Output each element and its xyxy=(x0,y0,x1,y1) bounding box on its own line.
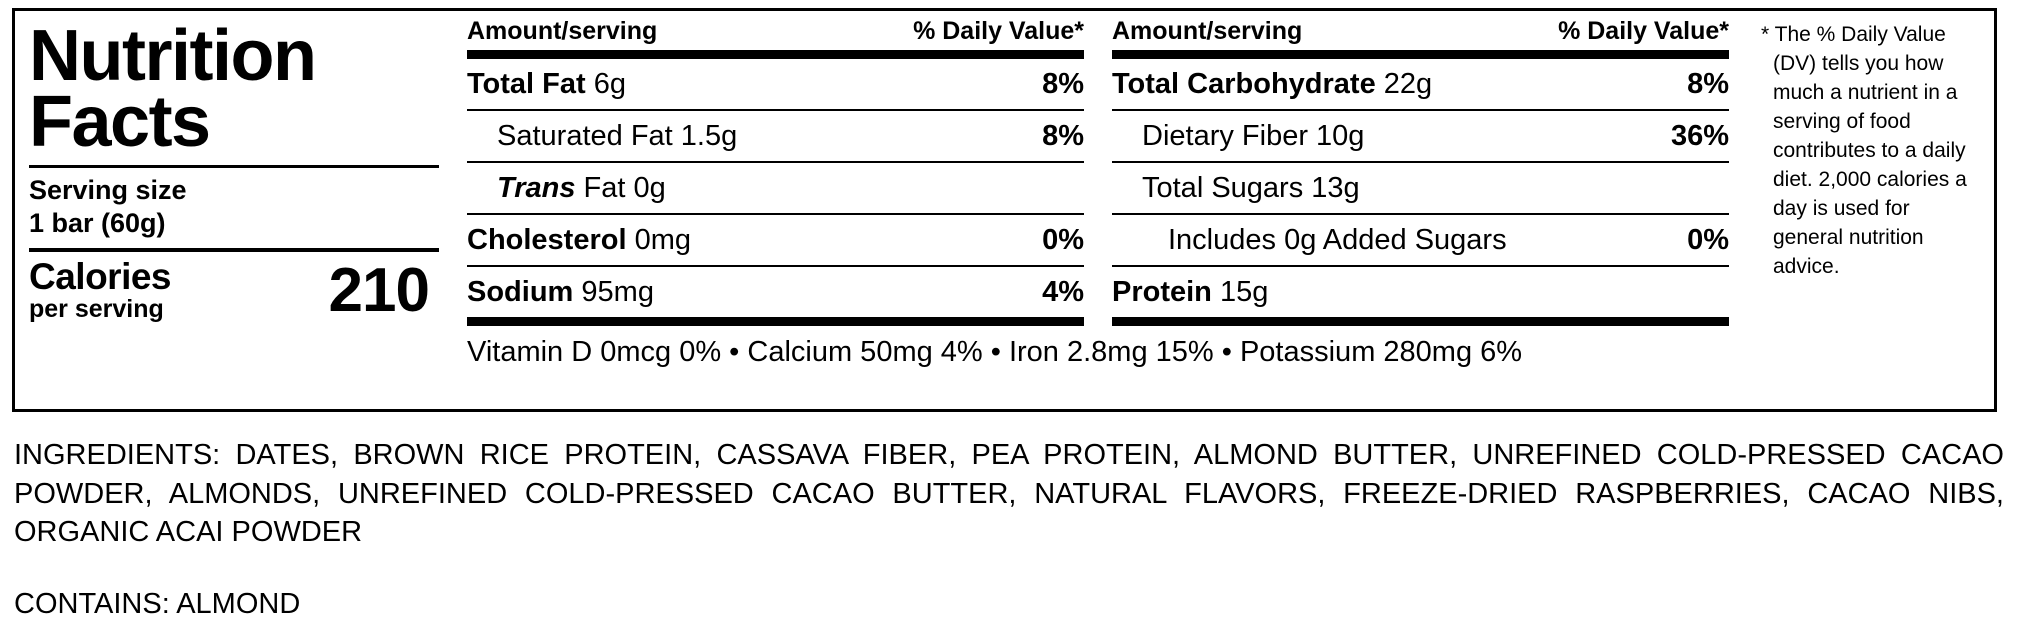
divider-title xyxy=(29,165,439,168)
divider-column-bottom-left xyxy=(467,317,1084,326)
vitamins-line: Vitamin D 0mcg 0% • Calcium 50mg 4% • Iron 2.8mg 15% • Potassium 280mg 6% xyxy=(467,336,1523,368)
table-row xyxy=(1112,163,1729,213)
nutrient-name-italic: Trans xyxy=(497,172,576,204)
nutrient-name xyxy=(1112,276,1268,309)
serving-size-label: Serving size xyxy=(29,175,187,206)
nutrient-name xyxy=(497,172,666,205)
nutrient-columns xyxy=(453,11,1743,409)
column-header-left xyxy=(467,17,1084,50)
table-row xyxy=(467,163,1084,213)
serving-size-value: 1 bar (60g) xyxy=(29,208,166,239)
calories-per-serving-label: per serving xyxy=(29,295,164,324)
amount-per-serving-header-right: Amount/serving xyxy=(1112,17,1303,45)
divider-header-left xyxy=(467,50,1084,59)
divider-serving xyxy=(29,248,439,252)
nutrient-name xyxy=(1112,68,1432,101)
calories-row xyxy=(29,256,439,326)
table-row xyxy=(467,215,1084,265)
nutrient-name-rest: Fat 0g xyxy=(575,172,666,204)
divider-column-bottom-right xyxy=(1112,317,1729,326)
table-row xyxy=(1112,267,1729,317)
nutrient-name-rest: 22g xyxy=(1375,68,1433,100)
calories-value: 210 xyxy=(328,256,429,326)
nutrient-daily-value: 0% xyxy=(1687,224,1729,256)
daily-value-footnote-column xyxy=(1743,11,1994,409)
daily-value-footnote: * The % Daily Value (DV) tells you how much a nutrient in a serving of food contributes to a daily diet. 2,000 calories a day is used for general nutrition advice. xyxy=(1761,23,1967,278)
table-row xyxy=(1112,215,1729,265)
nutrient-name-rest: 6g xyxy=(585,68,627,100)
nutrient-column-left xyxy=(453,17,1098,326)
nutrient-name xyxy=(467,276,654,309)
ingredients-text: INGREDIENTS: DATES, BROWN RICE PROTEIN, CASSAVA FIBER, PEA PROTEIN, ALMOND BUTTER, UNREFINED COLD-PRESSED CACAO POWDER, ALMONDS, UNREFINED COLD-PRESSED CACAO BUTTER, NATURAL FLAVORS, FREEZE-DRIED RASPBERRIES, CACAO NIBS, ORGANIC ACAI POWDER xyxy=(14,439,2004,549)
nutrient-name-bold: Total Carbohydrate xyxy=(1112,68,1376,100)
column-header-right xyxy=(1112,17,1729,50)
table-row xyxy=(1112,59,1729,109)
nutrient-name-rest: 0mg xyxy=(626,224,692,256)
allergen-contains-text: CONTAINS: ALMOND xyxy=(14,588,301,620)
nutrient-daily-value: 0% xyxy=(1042,224,1084,256)
divider-header-right xyxy=(1112,50,1729,59)
daily-value-header-left: % Daily Value* xyxy=(913,17,1084,45)
nutrient-daily-value: 4% xyxy=(1042,276,1084,308)
nutrient-name xyxy=(467,224,691,257)
nutrient-daily-value: 8% xyxy=(1042,120,1084,152)
nutrient-daily-value: 36% xyxy=(1670,120,1729,152)
nutrient-name-rest: 15g xyxy=(1211,276,1269,308)
nutrient-name: Saturated Fat 1.5g xyxy=(497,120,738,152)
table-row xyxy=(1112,111,1729,161)
nutrient-name: Total Sugars 13g xyxy=(1142,172,1360,204)
calories-label: Calories xyxy=(29,256,172,298)
nutrient-name-rest: 95mg xyxy=(573,276,654,308)
nutrition-summary-column xyxy=(15,11,453,409)
nutrient-name-bold: Cholesterol xyxy=(467,224,627,256)
nutrient-name: Includes 0g Added Sugars xyxy=(1168,224,1507,256)
table-row xyxy=(467,59,1084,109)
nutrition-facts-panel xyxy=(12,8,1997,412)
nutrient-columns-top xyxy=(453,17,1743,326)
table-row xyxy=(467,267,1084,317)
nutrient-name-bold: Sodium xyxy=(467,276,574,308)
nutrient-daily-value: 8% xyxy=(1042,68,1084,100)
calories-label-group xyxy=(29,258,171,322)
vitamins-row xyxy=(453,326,1743,369)
page-title: Nutrition Facts xyxy=(29,16,316,163)
nutrient-daily-value: 8% xyxy=(1687,68,1729,100)
amount-per-serving-header-left: Amount/serving xyxy=(467,17,658,45)
nutrient-name-bold: Protein xyxy=(1112,276,1212,308)
daily-value-header-right: % Daily Value* xyxy=(1558,17,1729,45)
nutrient-name: Dietary Fiber 10g xyxy=(1142,120,1365,152)
nutrient-name-bold: Total Fat xyxy=(467,68,586,100)
nutrient-name xyxy=(467,68,626,101)
nutrient-column-right xyxy=(1098,17,1743,326)
table-row xyxy=(467,111,1084,161)
